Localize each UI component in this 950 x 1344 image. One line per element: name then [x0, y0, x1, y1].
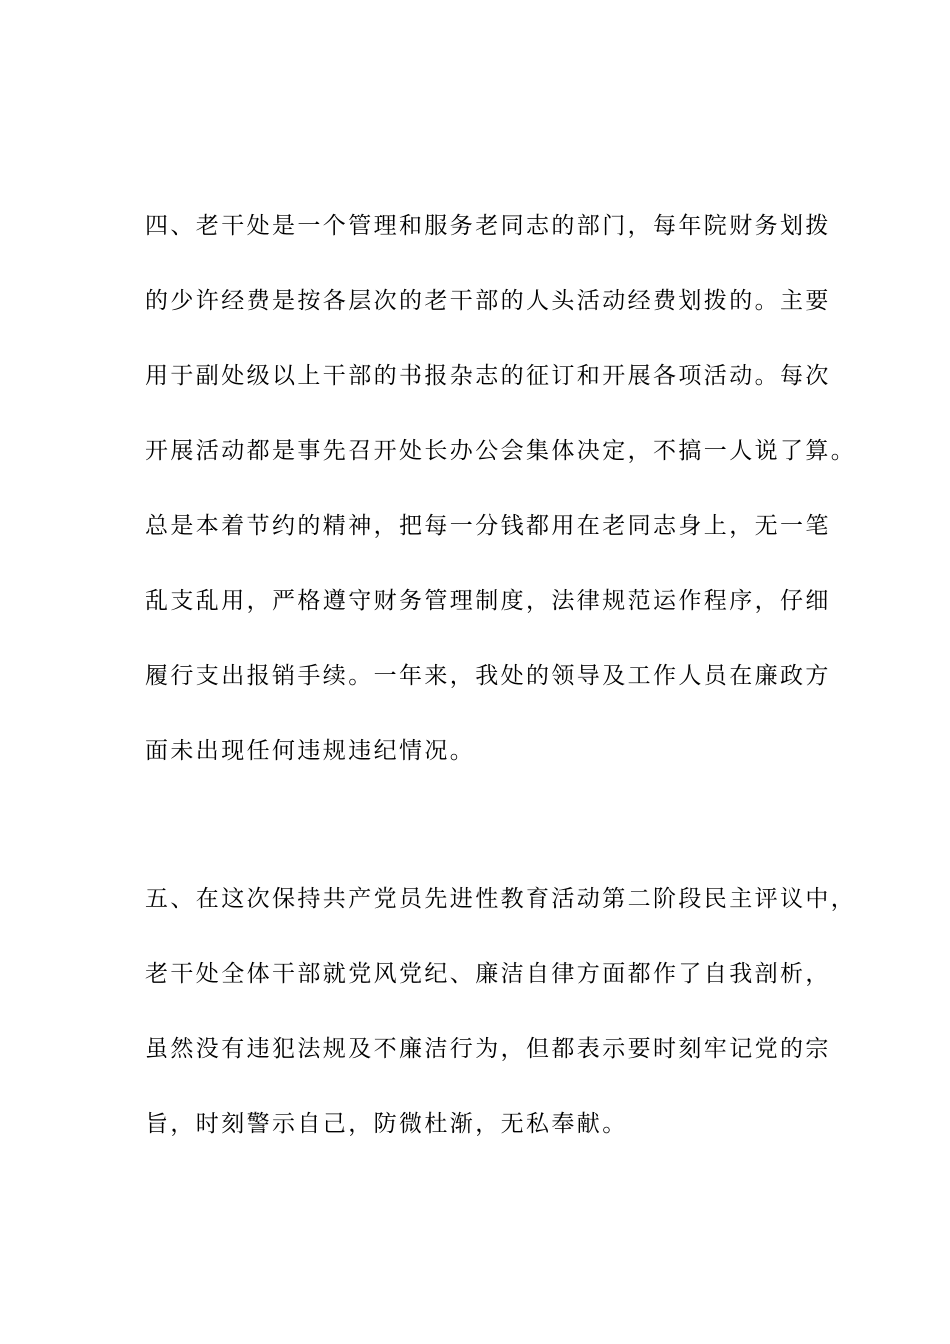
paragraph-line: 四、老干处是一个管理和服务老同志的部门，每年院财务划拨 [145, 213, 831, 239]
paragraph-line: 五、在这次保持共产党员先进性教育活动第二阶段民主评议中， [145, 886, 857, 912]
paragraph-line: 总是本着节约的精神，把每一分钱都用在老同志身上，无一笔 [145, 513, 831, 539]
paragraph-line: 虽然没有违犯法规及不廉洁行为，但都表示要时刻牢记党的宗 [145, 1036, 831, 1062]
paragraph-line: 履行支出报销手续。一年来，我处的领导及工作人员在廉政方 [145, 663, 831, 689]
paragraph-line: 老干处全体干部就党风党纪、廉洁自律方面都作了自我剖析， [145, 961, 831, 987]
paragraph-line: 旨，时刻警示自己，防微杜渐，无私奉献。 [145, 1111, 628, 1137]
paragraph-line: 乱支乱用，严格遵守财务管理制度，法律规范运作程序，仔细 [145, 588, 831, 614]
paragraph-line: 的少许经费是按各层次的老干部的人头活动经费划拨的。主要 [145, 288, 831, 314]
paragraph-line: 用于副处级以上干部的书报杂志的征订和开展各项活动。每次 [145, 363, 831, 389]
paragraph-line: 开展活动都是事先召开处长办公会集体决定，不搞一人说了算。 [145, 438, 857, 464]
paragraph-line: 面未出现任何违规违纪情况。 [145, 738, 476, 764]
